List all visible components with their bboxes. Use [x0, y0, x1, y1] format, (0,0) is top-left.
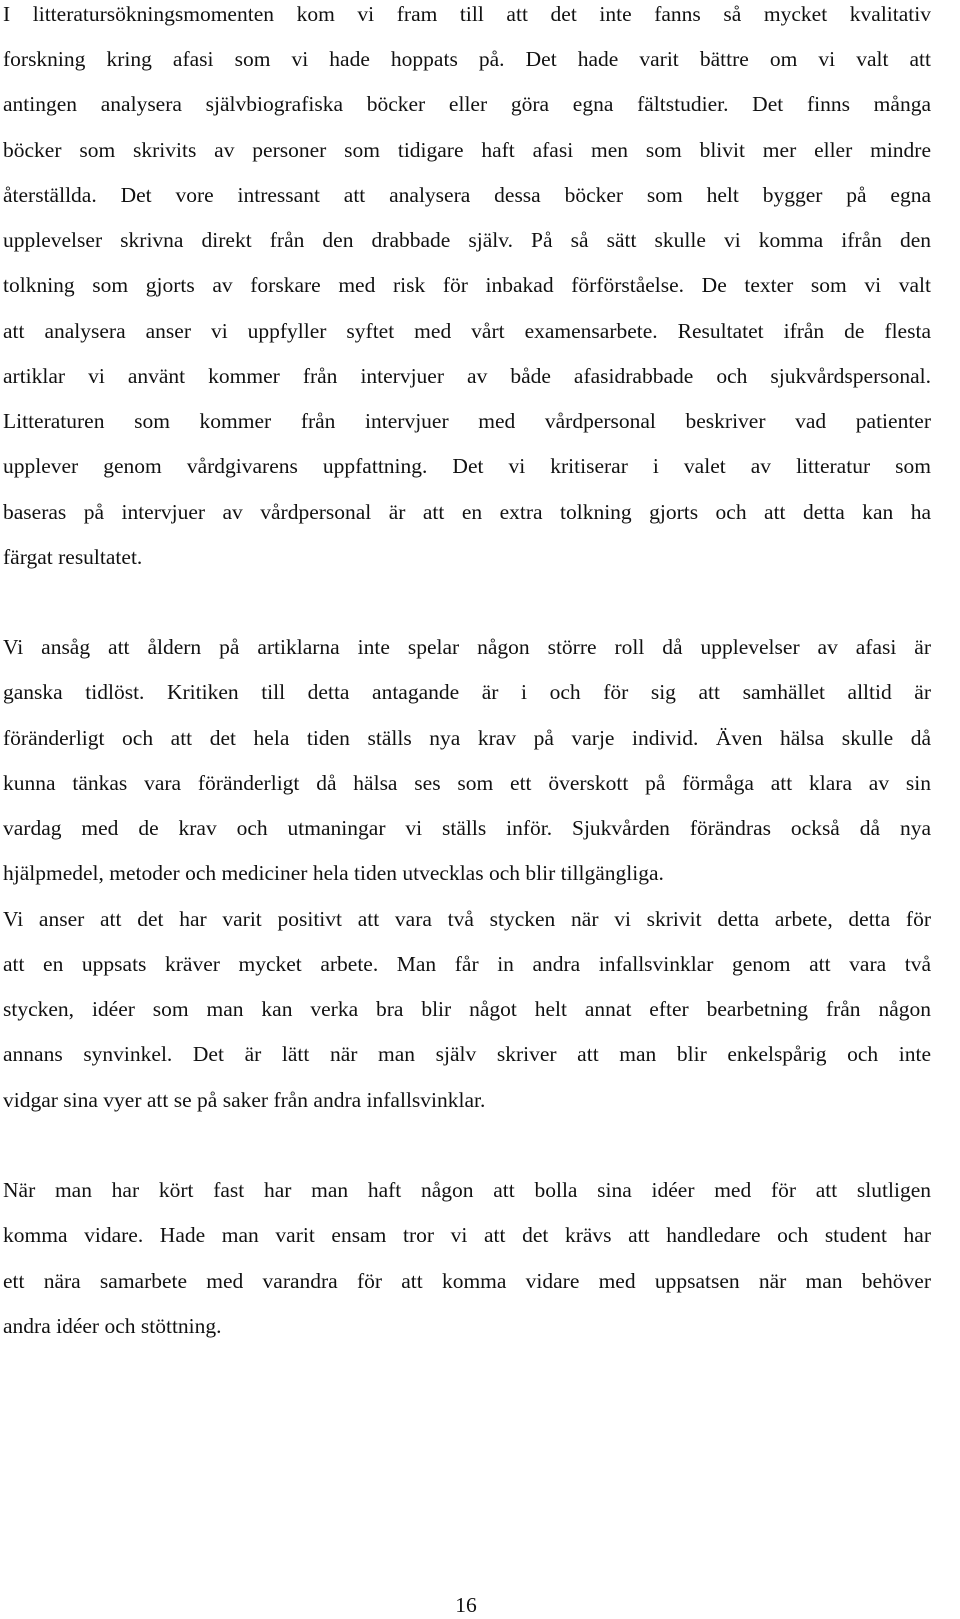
- text-line: att analysera anser vi uppfyller syftet med vårt examensarbete. Resultatet ifrån de flesta: [3, 319, 931, 343]
- text-line: böcker som skrivits av personer som tidigare haft afasi men som blivit mer eller mindre: [3, 138, 931, 162]
- text-line: Litteraturen som kommer från intervjuer med vårdpersonal beskriver vad patienter: [3, 409, 931, 433]
- text-line: artiklar vi använt kommer från intervjuer av både afasidrabbade och sjukvårdspersonal.: [3, 364, 931, 388]
- text-line: komma vidare. Hade man varit ensam tror vi att det krävs att handledare och student har: [3, 1223, 931, 1247]
- text-line: antingen analysera självbiografiska böcker eller göra egna fältstudier. Det finns många: [3, 92, 931, 116]
- text-line: att en uppsats kräver mycket arbete. Man får in andra infallsvinklar genom att vara två: [3, 952, 931, 976]
- text-line: annans synvinkel. Det är lätt när man själv skriver att man blir enkelspårig och inte: [3, 1042, 931, 1066]
- text-line: forskning kring afasi som vi hade hoppats på. Det hade varit bättre om vi valt att: [3, 47, 931, 71]
- text-line: föränderligt och att det hela tiden ställs nya krav på varje individ. Även hälsa skulle då: [3, 726, 931, 750]
- text-line: andra idéer och stöttning.: [3, 1314, 222, 1338]
- text-line: baseras på intervjuer av vårdpersonal är att en extra tolkning gjorts och att detta kan ha: [3, 500, 931, 524]
- text-line: färgat resultatet.: [3, 545, 143, 569]
- text-line: kunna tänkas vara föränderligt då hälsa ses som ett överskott på förmåga att klara av sin: [3, 771, 931, 795]
- text-line: upplevelser skrivna direkt från den drabbade själv. På så sätt skulle vi komma ifrån den: [3, 228, 931, 252]
- text-line: stycken, idéer som man kan verka bra blir något helt annat efter bearbetning från någon: [3, 997, 931, 1021]
- text-line: återställda. Det vore intressant att analysera dessa böcker som helt bygger på egna: [3, 183, 931, 207]
- text-line: tolkning som gjorts av forskare med risk för inbakad förförståelse. De texter som vi valt: [3, 273, 931, 297]
- text-line: Vi anser att det har varit positivt att vara två stycken när vi skrivit detta arbete, detta för: [3, 907, 931, 931]
- text-line: vidgar sina vyer att se på saker från andra infallsvinklar.: [3, 1088, 486, 1112]
- text-line: I litteratursökningsmomenten kom vi fram till att det inte fanns så mycket kvalitativ: [3, 2, 931, 26]
- text-line: Vi ansåg att åldern på artiklarna inte spelar någon större roll då upplevelser av afasi är: [3, 635, 931, 659]
- text-line: upplever genom vårdgivarens uppfattning. Det vi kritiserar i valet av litteratur som: [3, 454, 931, 478]
- text-line: ganska tidlöst. Kritiken till detta antagande är i och för sig att samhället alltid är: [3, 680, 931, 704]
- text-line: vardag med de krav och utmaningar vi ställs inför. Sjukvården förändras också då nya: [3, 816, 931, 840]
- text-line: När man har kört fast har man haft någon att bolla sina idéer med för att slutligen: [3, 1178, 931, 1202]
- text-line: hjälpmedel, metoder och mediciner hela tiden utvecklas och blir tillgängliga.: [3, 861, 664, 885]
- text-line: ett nära samarbete med varandra för att komma vidare med uppsatsen när man behöver: [3, 1269, 931, 1293]
- page-number: 16: [455, 1593, 477, 1617]
